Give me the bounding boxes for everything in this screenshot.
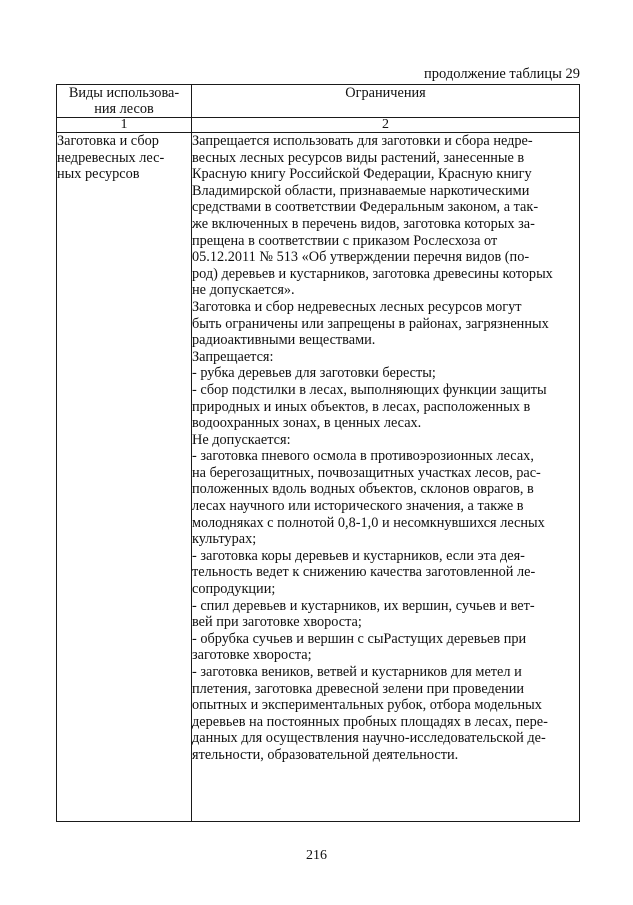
restriction-text-line: же включенных в перечень видов, заготовка которых за- [192, 215, 535, 232]
restrictions-cell [192, 133, 580, 822]
restriction-text-line: водоохранных зонах, в ценных лесах. [192, 415, 422, 432]
restriction-text-line: - заготовка веников, ветвей и кустарников для метел и [192, 664, 522, 680]
restriction-text-line: ятельности, образовательной деятельности. [192, 746, 459, 763]
column-number-2: 2 [192, 118, 580, 133]
restriction-text-line: 05.12.2011 № 513 «Об утверждении перечня видов (по- [192, 249, 530, 266]
table-continuation-note: продолжение таблицы 29 [424, 66, 580, 82]
restriction-text-line: - сбор подстилки в лесах, выполняющих функции защиты [192, 381, 547, 398]
restriction-text-line: род) деревьев и кустарников, заготовка древесины которых [192, 265, 553, 282]
restriction-text-line: Заготовка и сбор недревесных лесных ресурсов могут [192, 298, 522, 315]
restriction-text-line: положенных вдоль водных объектов, склонов оврагов, в [192, 481, 534, 498]
restriction-text-line: на берегозащитных, почвозащитных участках лесов, рас- [192, 464, 541, 481]
table-header-row [57, 85, 580, 118]
column-number-1: 1 [57, 118, 192, 133]
restriction-text-line: радиоактивными веществами. [192, 332, 376, 349]
header-restrictions: Ограничения [192, 85, 580, 118]
restriction-text-line: Красную книгу Российской Федерации, Красную книгу [192, 166, 532, 183]
restriction-text-line: природных и иных объектов, в лесах, расположенных в [192, 398, 531, 415]
forest-use-type-line: Заготовка и сбор [57, 133, 159, 149]
restriction-text-line: Владимирской области, признаваемые наркотическими [192, 182, 530, 199]
restriction-text-line: весных лесных ресурсов виды растений, занесенные в [192, 149, 525, 166]
restriction-text-line: тельность ведет к снижению качества заготовленной ле- [192, 564, 536, 581]
restrictions-table [56, 84, 580, 822]
header-forest-use-types-line: ния лесов [94, 101, 154, 117]
page-number: 216 [306, 848, 327, 863]
restriction-text-line: плетения, заготовка древесной зелени при проведении [192, 680, 525, 697]
restriction-text-line: молодняках с полнотой 0,8-1,0 и несомкнувшихся лесных [192, 514, 545, 531]
restriction-text-line: не допускается». [192, 282, 295, 299]
restriction-text-line: - заготовка коры деревьев и кустарников, если эта дея- [192, 547, 525, 564]
restriction-text-line: средствами в соответствии Федеральным законом, а так- [192, 199, 539, 216]
restriction-text-line: Запрещается использовать для заготовки и сбора недре- [192, 133, 533, 149]
restriction-text-line: - заготовка пневого осмола в противоэрозионных лесах, [192, 448, 534, 465]
header-forest-use-types-line: Виды использова- [68, 85, 180, 101]
restriction-text-line: Не допускается: [192, 431, 291, 448]
column-number-row [57, 118, 580, 133]
restriction-text-line: лесах научного или исторического значения, а также в [192, 498, 524, 515]
restriction-text-line: данных для осуществления научно-исследовательской де- [192, 730, 546, 747]
restriction-text-line: опытных и экспериментальных рубок, отбора модельных [192, 697, 542, 714]
table-row [57, 133, 580, 822]
header-forest-use-types [57, 85, 192, 118]
restriction-text-line: культурах; [192, 531, 257, 548]
restriction-text-line: сопродукции; [192, 581, 276, 598]
restriction-text-line: деревьев на постоянных пробных площадях в лесах, пере- [192, 713, 548, 730]
restriction-text-line: Запрещается: [192, 348, 274, 365]
restriction-text-line: быть ограничены или запрещены в районах, загрязненных [192, 315, 549, 332]
forest-use-type-cell [57, 133, 192, 822]
restriction-text-line: - спил деревьев и кустарников, их вершин, сучьев и вет- [192, 597, 535, 614]
restriction-text-line: вей при заготовке хвороста; [192, 614, 362, 631]
restriction-text-line: прещена в соответствии с приказом Рослесхоза от [192, 232, 498, 249]
forest-use-type-line: недревесных лес- [57, 149, 165, 166]
forest-use-type-line: ных ресурсов [57, 166, 140, 183]
restriction-text-line: заготовке хвороста; [192, 647, 312, 664]
restriction-text-line: - рубка деревьев для заготовки бересты; [192, 365, 436, 382]
restriction-text-line: - обрубка сучьев и вершин с сыРастущих деревьев при [192, 630, 527, 647]
